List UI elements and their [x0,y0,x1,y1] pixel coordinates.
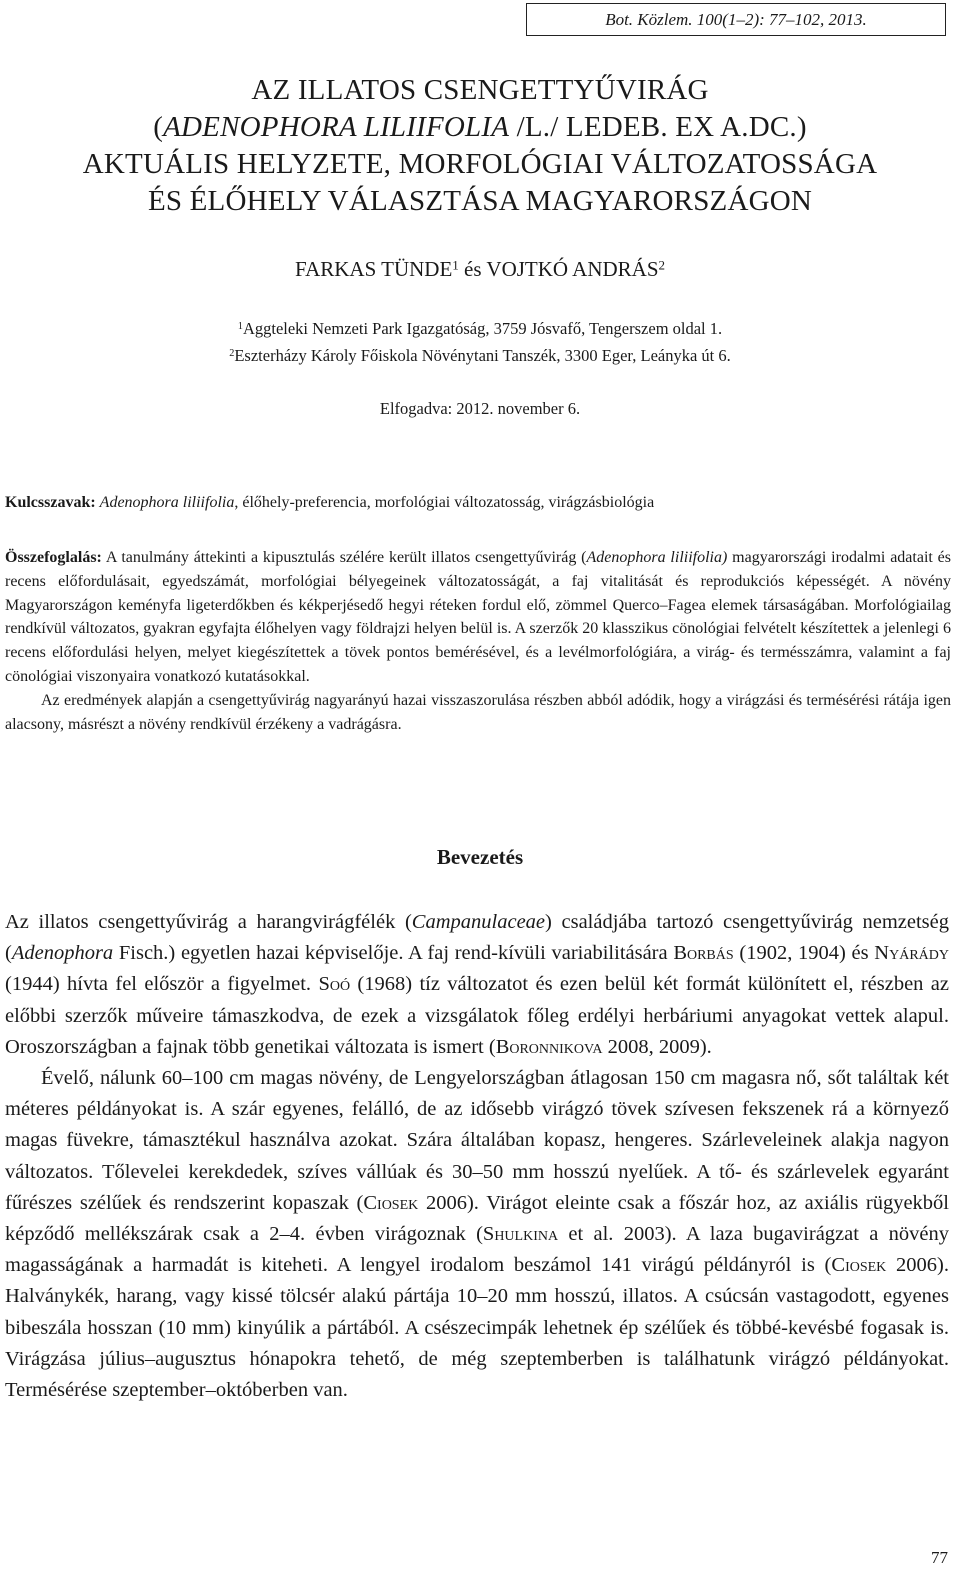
title-line-2: (ADENOPHORA LILIIFOLIA /L./ LEDEB. EX A.DC.) [153,111,807,143]
section-heading: Bevezetés [436,845,524,869]
body-text [5,907,949,1406]
title-line-3: AKTUÁLIS HELYZETE, MORFOLÓGIAI VÁLTOZATOSSÁGA [82,148,878,180]
abstract-paragraph-1: Összefoglalás: A tanulmány áttekinti a kipusztulás szélére került illatos csengettyűvirág (Adenophora liliifolia) magyarországi irodalmi adatait és recens előfordulásait, egyedszámát, morfológiai bélyegeinek változatosságát, a faj vitalitását és reprodukciós képességét. A növény Magyarországon keményfa ligeterdőkben és kékperjésedő hegyi réteken fordul elő, zömmel Querco–Fagea elemek társaságában. Morfológiailag rendkívül változatos, gyakran egyfajta élőhelyen vagy földrajzi helyen belül is. A szerzők 20 klasszikus cönológiai felvételt készítettek a jelenlegi 6 recens előfordulási helyen, melyet kiegészítettek a tövek pontos bemérésével, és a levélmorfológiára, a virág- és termésszámra, valamint a faj cönológiai viszonyaira vonatkozó kutatásokkal. [5,549,952,685]
article-title [40,72,920,220]
affiliation-1: $^1$Aggteleki Nemzeti Park Igazgatóság, 3759 Jósvafő, Tengerszem oldal 1. [237,319,723,338]
title-species-name: ADENOPHORA LILIIFOLIA [163,111,510,143]
accepted-date: Elfogadva: 2012. november 6. [379,399,581,418]
title-line-1: AZ ILLATOS CSENGETTYŰVIRÁG [251,74,709,106]
body-paragraph-1: Az illatos csengettyűvirág a harangvirágfélék (Campanulaceae) családjába tartozó csengettyűvirág nemzetség (Adenophora Fisch.) egyetlen hazai képviselője. A faj rend-kívüli variabilitására Borbás (1902, 1904) és Nyárády (1944) hívta fel először a figyelmet. Soó (1968) tíz változatot és ezen belül két formát különített el, részben az előbbi szerzők műveire támaszkodva, de ezek a vizsgálatok főleg erdélyi herbáriumi anyagokat vettek alapul. Oroszországban a fajnak több genetikai változata is ismert (Boronnikova 2008, 2009). [5,911,949,1058]
affiliation-2: $^2$Eszterházy Károly Főiskola Növénytani Tanszék, 3300 Eger, Leányka út 6. [229,346,731,365]
page-number: 77 [931,1548,948,1567]
abstract [5,546,951,736]
title-line-4: ÉS ÉLŐHELY VÁLASZTÁSA MAGYARORSZÁGON [147,185,813,217]
author-1: FARKAS TÜNDE [294,257,453,281]
author-2: VOJTKÓ ANDRÁS [486,257,659,281]
abstract-label: Összefoglalás: [5,549,102,566]
author-line: FARKAS TÜNDE$^1$ és VOJTKÓ ANDRÁS$^2$ [294,257,666,281]
journal-reference: Bot. Közlem. 100(1–2): 77–102, 2013. [526,3,946,36]
abstract-paragraph-2: Az eredmények alapján a csengettyűvirág nagyarányú hazai visszaszorulása részben abból adódik, hogy a virágzási és termésérési rátája igen alacsony, másrészt a növény rendkívül érzékeny a vadrágásra. [5,691,951,733]
body-paragraph-2: Évelő, nálunk 60–100 cm magas növény, de Lengyelországban átlagosan 150 cm magasra nő, sőt találtak két méteres példányokat is. A szár egyenes, felálló, de az idősebb virágzó tövek szívesen fekszenek rá a környező magas füvekre, támasztékul használva azokat. Szára általában kopasz, hengeres. Szárleveleinek alakja nagyon változatos. Tőlevelei kerekdedek, szíves vállúak és 30–50 mm hosszú nyelűek. A tő- és szárlevelek egyaránt fűrészes szélűek és rendszerint kopaszak (Ciosek 2006). Virágot eleinte csak a főszár hoz, az axiális rügyekből képződő mellékszárak csak a 2–4. évben virágoznak (Shulkina et al. 2003). A laza bugavirágzat a növény magasságának a harmadát is kiteheti. A lengyel irodalom beszámol 141 virágú példányról is (Ciosek 2006). Halványkék, harang, vagy kissé tölcsér alakú pártája 10–20 mm hosszú, illatos. A csúcsán vastagodott, egyenes bibeszála hosszan (10 mm) kinyúlik a pártából. A csészecimpák lehetnek ép szélűek és többé-kevésbé fogasak is. Virágzása július–augusztus hónapokra tehető, de még szeptemberben is találhatunk virágzó példányokat. Termésérése szeptember–októberben van. [5,1067,949,1402]
keywords-label: Kulcsszavak: [5,494,96,511]
keywords: Kulcsszavak: Adenophora liliifolia, élőhely-preferencia, morfológiai változatosság, virágzásbiológia [5,494,655,511]
